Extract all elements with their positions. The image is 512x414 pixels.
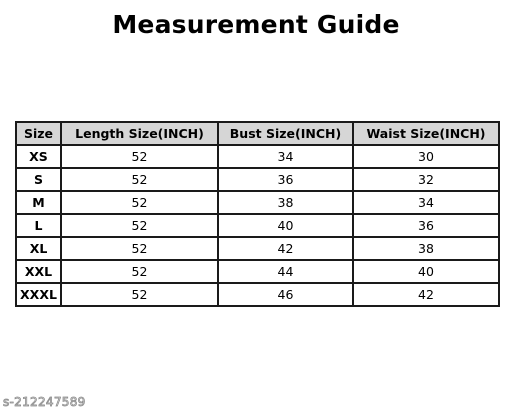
waist-cell: 36: [353, 214, 499, 237]
waist-cell: 34: [353, 191, 499, 214]
waist-cell: 40: [353, 260, 499, 283]
size-cell: XS: [16, 145, 61, 168]
waist-cell: 32: [353, 168, 499, 191]
table-row: [16, 145, 499, 168]
header-length: Length Size(INCH): [61, 122, 218, 145]
bust-cell: 40: [218, 214, 353, 237]
table-row: [16, 237, 499, 260]
bust-cell: 38: [218, 191, 353, 214]
length-cell: 52: [61, 214, 218, 237]
table-header-row: [16, 122, 499, 145]
bust-cell: 46: [218, 283, 353, 306]
bust-cell: 42: [218, 237, 353, 260]
table-row: [16, 283, 499, 306]
length-cell: 52: [61, 191, 218, 214]
header-bust: Bust Size(INCH): [218, 122, 353, 145]
size-cell: M: [16, 191, 61, 214]
length-cell: 52: [61, 283, 218, 306]
table-row: [16, 260, 499, 283]
size-cell: XXL: [16, 260, 61, 283]
length-cell: 52: [61, 168, 218, 191]
length-cell: 52: [61, 260, 218, 283]
waist-cell: 38: [353, 237, 499, 260]
size-cell: S: [16, 168, 61, 191]
size-cell: XL: [16, 237, 61, 260]
length-cell: 52: [61, 145, 218, 168]
header-size: Size: [16, 122, 61, 145]
measurement-table: [15, 121, 500, 307]
bust-cell: 44: [218, 260, 353, 283]
bust-cell: 36: [218, 168, 353, 191]
size-cell: L: [16, 214, 61, 237]
waist-cell: 42: [353, 283, 499, 306]
size-cell: XXXL: [16, 283, 61, 306]
waist-cell: 30: [353, 145, 499, 168]
table-row: [16, 168, 499, 191]
header-waist: Waist Size(INCH): [353, 122, 499, 145]
product-code-watermark: s-212247589: [3, 395, 86, 409]
table-row: [16, 191, 499, 214]
table-row: [16, 214, 499, 237]
page-title: Measurement Guide: [112, 10, 400, 39]
bust-cell: 34: [218, 145, 353, 168]
length-cell: 52: [61, 237, 218, 260]
